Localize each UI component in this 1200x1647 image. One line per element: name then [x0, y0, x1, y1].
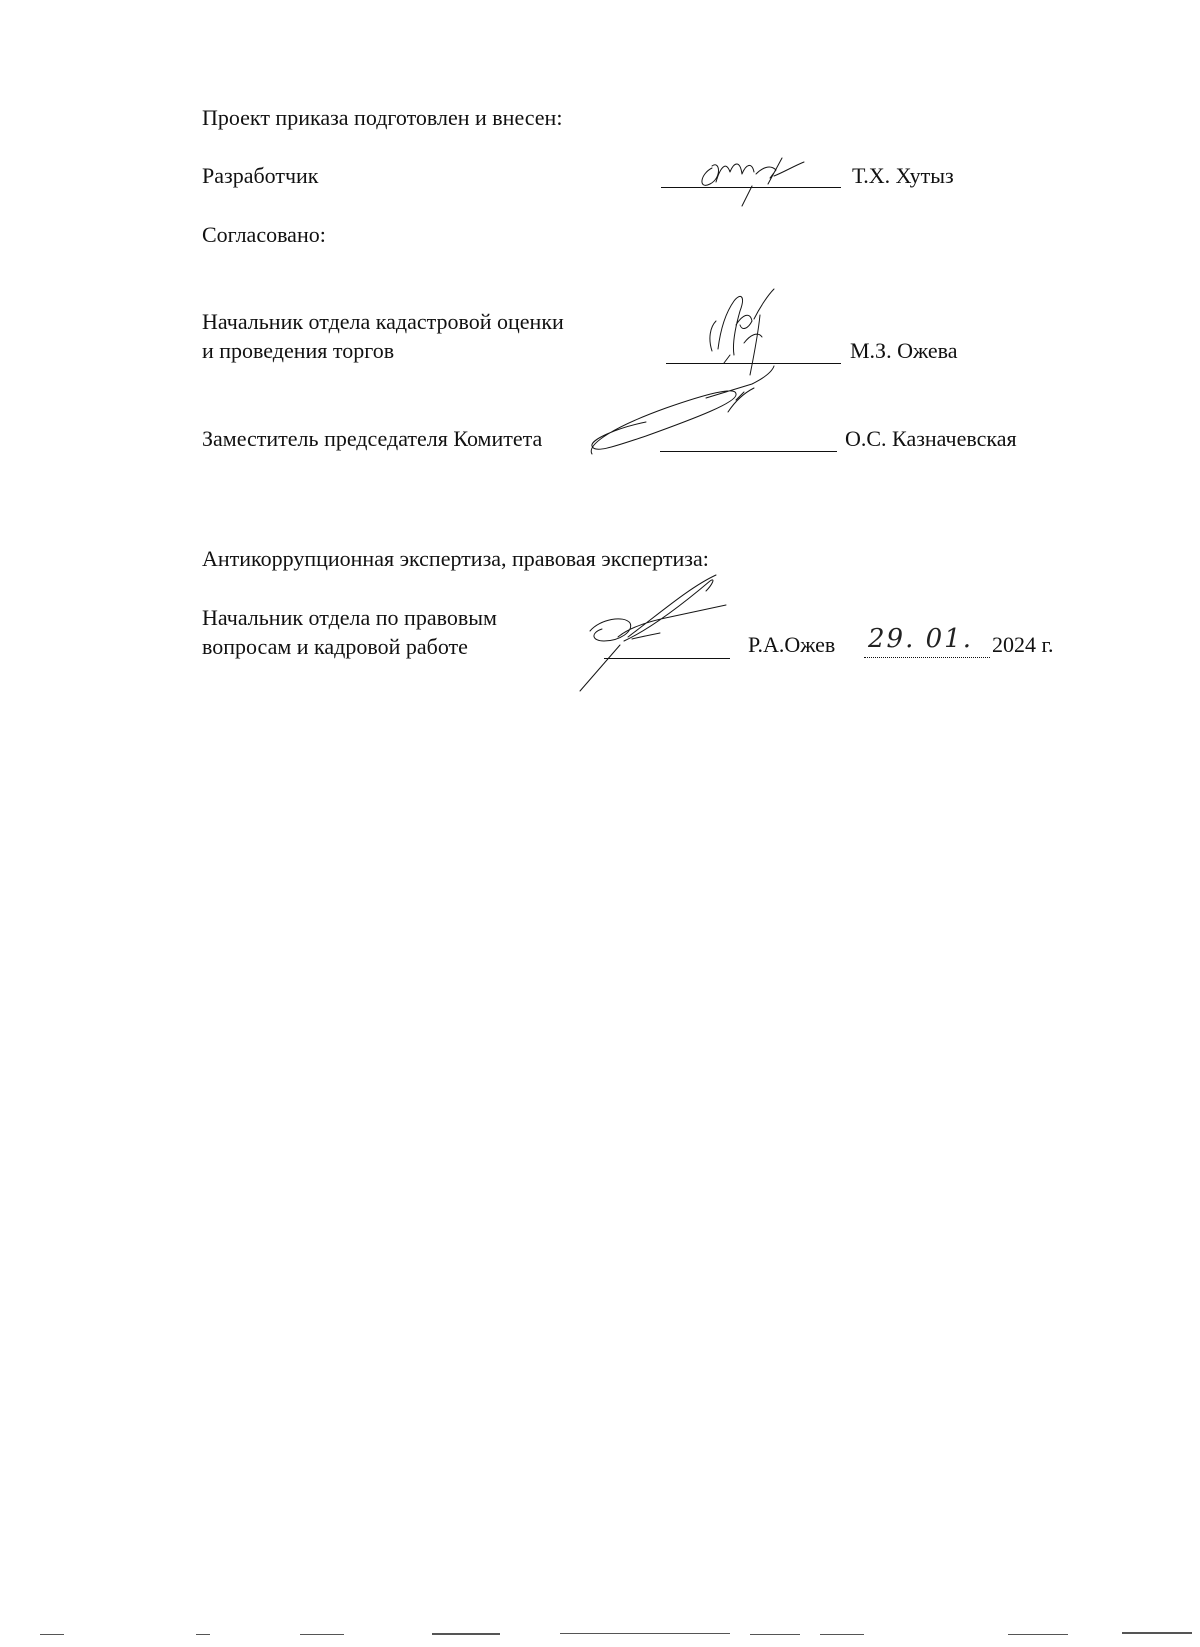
- scan-artifact: [300, 1634, 344, 1635]
- legal-head-name: Р.А.Ожев: [748, 632, 836, 657]
- handwritten-date: 29. 01.: [868, 624, 973, 654]
- cadastral-head-name: М.З. Ожева: [850, 338, 958, 363]
- legal-head-title-line2: вопросам и кадровой работе: [202, 634, 468, 659]
- deputy-chairman-name: О.С. Казначевская: [845, 426, 1017, 451]
- developer-signature: [690, 138, 850, 208]
- legal-signature: [580, 575, 760, 705]
- cadastral-head-title-line2: и проведения торгов: [202, 338, 395, 363]
- scan-artifact: [432, 1633, 500, 1635]
- legal-head-title-line1: Начальник отдела по правовым: [202, 605, 497, 630]
- scan-artifact: [750, 1634, 800, 1635]
- scan-artifact: [196, 1634, 210, 1635]
- expertise-header: Антикоррупционная экспертиза, правовая экспертиза:: [202, 546, 709, 571]
- scan-artifact: [560, 1633, 730, 1634]
- deputy-signature: [586, 362, 826, 462]
- scan-artifact: [820, 1634, 864, 1635]
- document-header: Проект приказа подготовлен и внесен:: [202, 105, 563, 130]
- developer-title: Разработчик: [202, 163, 319, 188]
- scan-artifact: [1122, 1632, 1192, 1634]
- date-underline: [864, 657, 990, 658]
- scan-artifact: [1008, 1634, 1068, 1635]
- scan-artifact: [40, 1634, 64, 1635]
- deputy-chairman-title: Заместитель председателя Комитета: [202, 426, 543, 451]
- agreed-label: Согласовано:: [202, 222, 326, 247]
- date-year: 2024 г.: [992, 632, 1054, 657]
- developer-name: Т.Х. Хутыз: [852, 163, 954, 188]
- cadastral-head-title-line1: Начальник отдела кадастровой оценки: [202, 309, 564, 334]
